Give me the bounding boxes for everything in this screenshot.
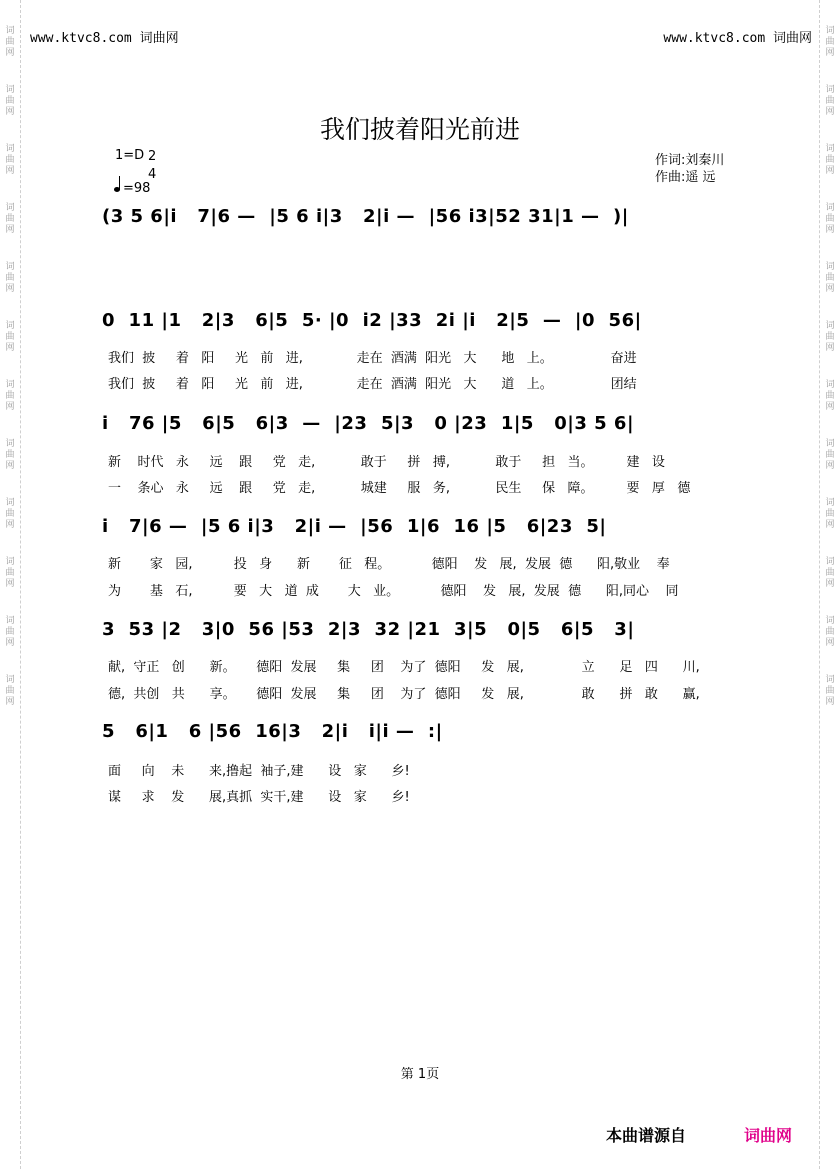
key-signature [115,148,157,182]
lyric-line-4b: 为 基 石, 要 大 道 成 大 业。 德阳 发 展, 发展 德 阳,同心 同 [108,584,679,599]
watermark-glyph: 网 [825,638,835,648]
page-number: 第 1页 [400,1067,440,1082]
watermark-glyph: 曲 [5,627,15,637]
lyric-line-5b: 德, 共创 共 享。 德阳 发展 集 团 为了 德阳 发 展, 敢 拼 敢 赢, [108,687,700,702]
score-line-2: 0 11 |1 2|3 6|5 5· |0 i2 |33 2i |i 2|5 — |0 56| [102,310,642,331]
lyric-line-6b: 谋 求 发 展,真抓 实干,建 设 家 乡! [108,790,410,805]
watermark-glyph: 曲 [5,686,15,696]
watermark-glyph: 词 [5,144,15,154]
watermark-glyph: 网 [5,107,15,117]
watermark-glyph: 网 [5,343,15,353]
watermark-glyph: 网 [825,520,835,530]
watermark-glyph: 网 [5,48,15,58]
watermark-glyph: 词 [5,498,15,508]
watermark-glyph: 网 [825,461,835,471]
watermark-glyph: 曲 [825,627,835,637]
watermark-glyph: 曲 [825,273,835,283]
watermark-glyph: 网 [825,697,835,707]
watermark-glyph: 网 [825,107,835,117]
watermark-glyph: 曲 [825,568,835,578]
score-line-5: 3 53 |2 3|0 56 |53 2|3 32 |21 3|5 0|5 6|5 3| [102,619,635,640]
watermark-glyph: 曲 [825,96,835,106]
lyric-line-6a: 面 向 未 来,撸起 袖子,建 设 家 乡! [108,764,410,779]
watermark-glyph: 词 [825,616,835,626]
watermark-glyph: 词 [5,203,15,213]
watermark-glyph: 网 [5,520,15,530]
lyric-line-2a: 我们 披 着 阳 光 前 进, 走在 酒满 阳光 大 地 上。 奋进 [108,351,637,366]
lyric-line-3a: 新 时代 永 远 跟 党 走, 敢于 拼 搏, 敢于 担 当。 建 设 [108,455,665,470]
watermark-glyph: 词 [825,144,835,154]
watermark-glyph: 曲 [825,214,835,224]
watermark-glyph: 曲 [825,509,835,519]
site-header-left: www.ktvc8.com 词曲网 [30,31,179,46]
time-bottom: 4 [148,167,157,182]
watermark-glyph: 曲 [5,155,15,165]
lyric-line-5a: 献, 守正 创 新。 德阳 发展 集 团 为了 德阳 发 展, 立 足 四 川, [108,660,700,675]
watermark-glyph: 曲 [825,391,835,401]
left-watermark-strip [0,0,21,1169]
watermark-glyph: 网 [825,284,835,294]
score-line-4: i 7|6 — |5 6 i|3 2|i — |56 1|6 16 |5 6|23 5| [102,516,607,537]
watermark-glyph: 网 [825,48,835,58]
footer-logo[interactable]: 词曲网 [744,1126,793,1145]
watermark-glyph: 词 [5,380,15,390]
lyric-line-2b: 我们 披 着 阳 光 前 进, 走在 酒满 阳光 大 道 上。 团结 [108,377,637,392]
watermark-glyph: 曲 [5,37,15,47]
watermark-glyph: 曲 [825,155,835,165]
watermark-glyph: 网 [825,166,835,176]
score-intro: (3 5 6|i 7|6 — |5 6 i|3 2|i — |56 i3|52 31|1 — )| [102,206,629,227]
watermark-glyph: 网 [5,638,15,648]
footer-source [606,1123,792,1146]
watermark-glyph: 词 [825,498,835,508]
watermark-glyph: 网 [5,402,15,412]
watermark-glyph: 词 [5,439,15,449]
watermark-glyph: 词 [825,262,835,272]
watermark-glyph: 曲 [5,391,15,401]
watermark-glyph: 网 [825,343,835,353]
watermark-glyph: 网 [5,166,15,176]
watermark-glyph: 曲 [5,568,15,578]
watermark-glyph: 网 [5,284,15,294]
watermark-glyph: 曲 [5,332,15,342]
right-watermark-strip [819,0,840,1169]
watermark-glyph: 词 [825,321,835,331]
watermark-glyph: 曲 [825,686,835,696]
watermark-glyph: 词 [5,26,15,36]
watermark-glyph: 词 [825,26,835,36]
watermark-glyph: 曲 [825,37,835,47]
time-top: 2 [148,149,157,164]
watermark-glyph: 词 [5,85,15,95]
score-line-6: 5 6|1 6 |56 16|3 2|i i|i — :| [102,721,443,742]
tempo-marking [113,178,150,196]
watermark-glyph: 词 [5,262,15,272]
watermark-glyph: 词 [825,85,835,95]
watermark-glyph: 曲 [5,96,15,106]
watermark-glyph: 曲 [5,273,15,283]
quarter-note-icon [113,178,123,192]
watermark-glyph: 网 [5,461,15,471]
watermark-glyph: 网 [5,579,15,589]
watermark-glyph: 词 [825,675,835,685]
watermark-glyph: 网 [5,697,15,707]
watermark-glyph: 网 [825,579,835,589]
watermark-glyph: 曲 [825,450,835,460]
watermark-glyph: 词 [825,380,835,390]
watermark-glyph: 曲 [5,450,15,460]
watermark-glyph: 曲 [5,509,15,519]
watermark-glyph: 词 [5,675,15,685]
watermark-glyph: 网 [825,402,835,412]
lyric-line-3b: 一 条心 永 远 跟 党 走, 城建 服 务, 民生 保 障。 要 厚 德 [108,481,691,496]
tempo-value: =98 [123,181,151,196]
watermark-glyph: 词 [825,557,835,567]
song-title: 我们披着阳光前进 [319,115,520,144]
watermark-glyph: 曲 [5,214,15,224]
footer-source-label: 本曲谱源自 [606,1126,687,1145]
score-line-3: i 76 |5 6|5 6|3 — |23 5|3 0 |23 1|5 0|3 5 6| [102,413,635,434]
watermark-glyph: 网 [5,225,15,235]
watermark-glyph: 曲 [825,332,835,342]
lyricist: 作词:刘秦川 [655,153,725,168]
watermark-glyph: 词 [825,203,835,213]
watermark-glyph: 词 [825,439,835,449]
watermark-glyph: 词 [5,616,15,626]
key-label: 1=D [115,148,145,163]
watermark-glyph: 网 [825,225,835,235]
watermark-glyph: 词 [5,557,15,567]
watermark-glyph: 词 [5,321,15,331]
credits [655,152,724,186]
composer: 作曲:遥 远 [655,170,716,185]
site-header-right: www.ktvc8.com 词曲网 [663,31,812,46]
lyric-line-4a: 新 家 园, 投 身 新 征 程。 德阳 发 展, 发展 德 阳,敬业 奉 [108,557,670,572]
